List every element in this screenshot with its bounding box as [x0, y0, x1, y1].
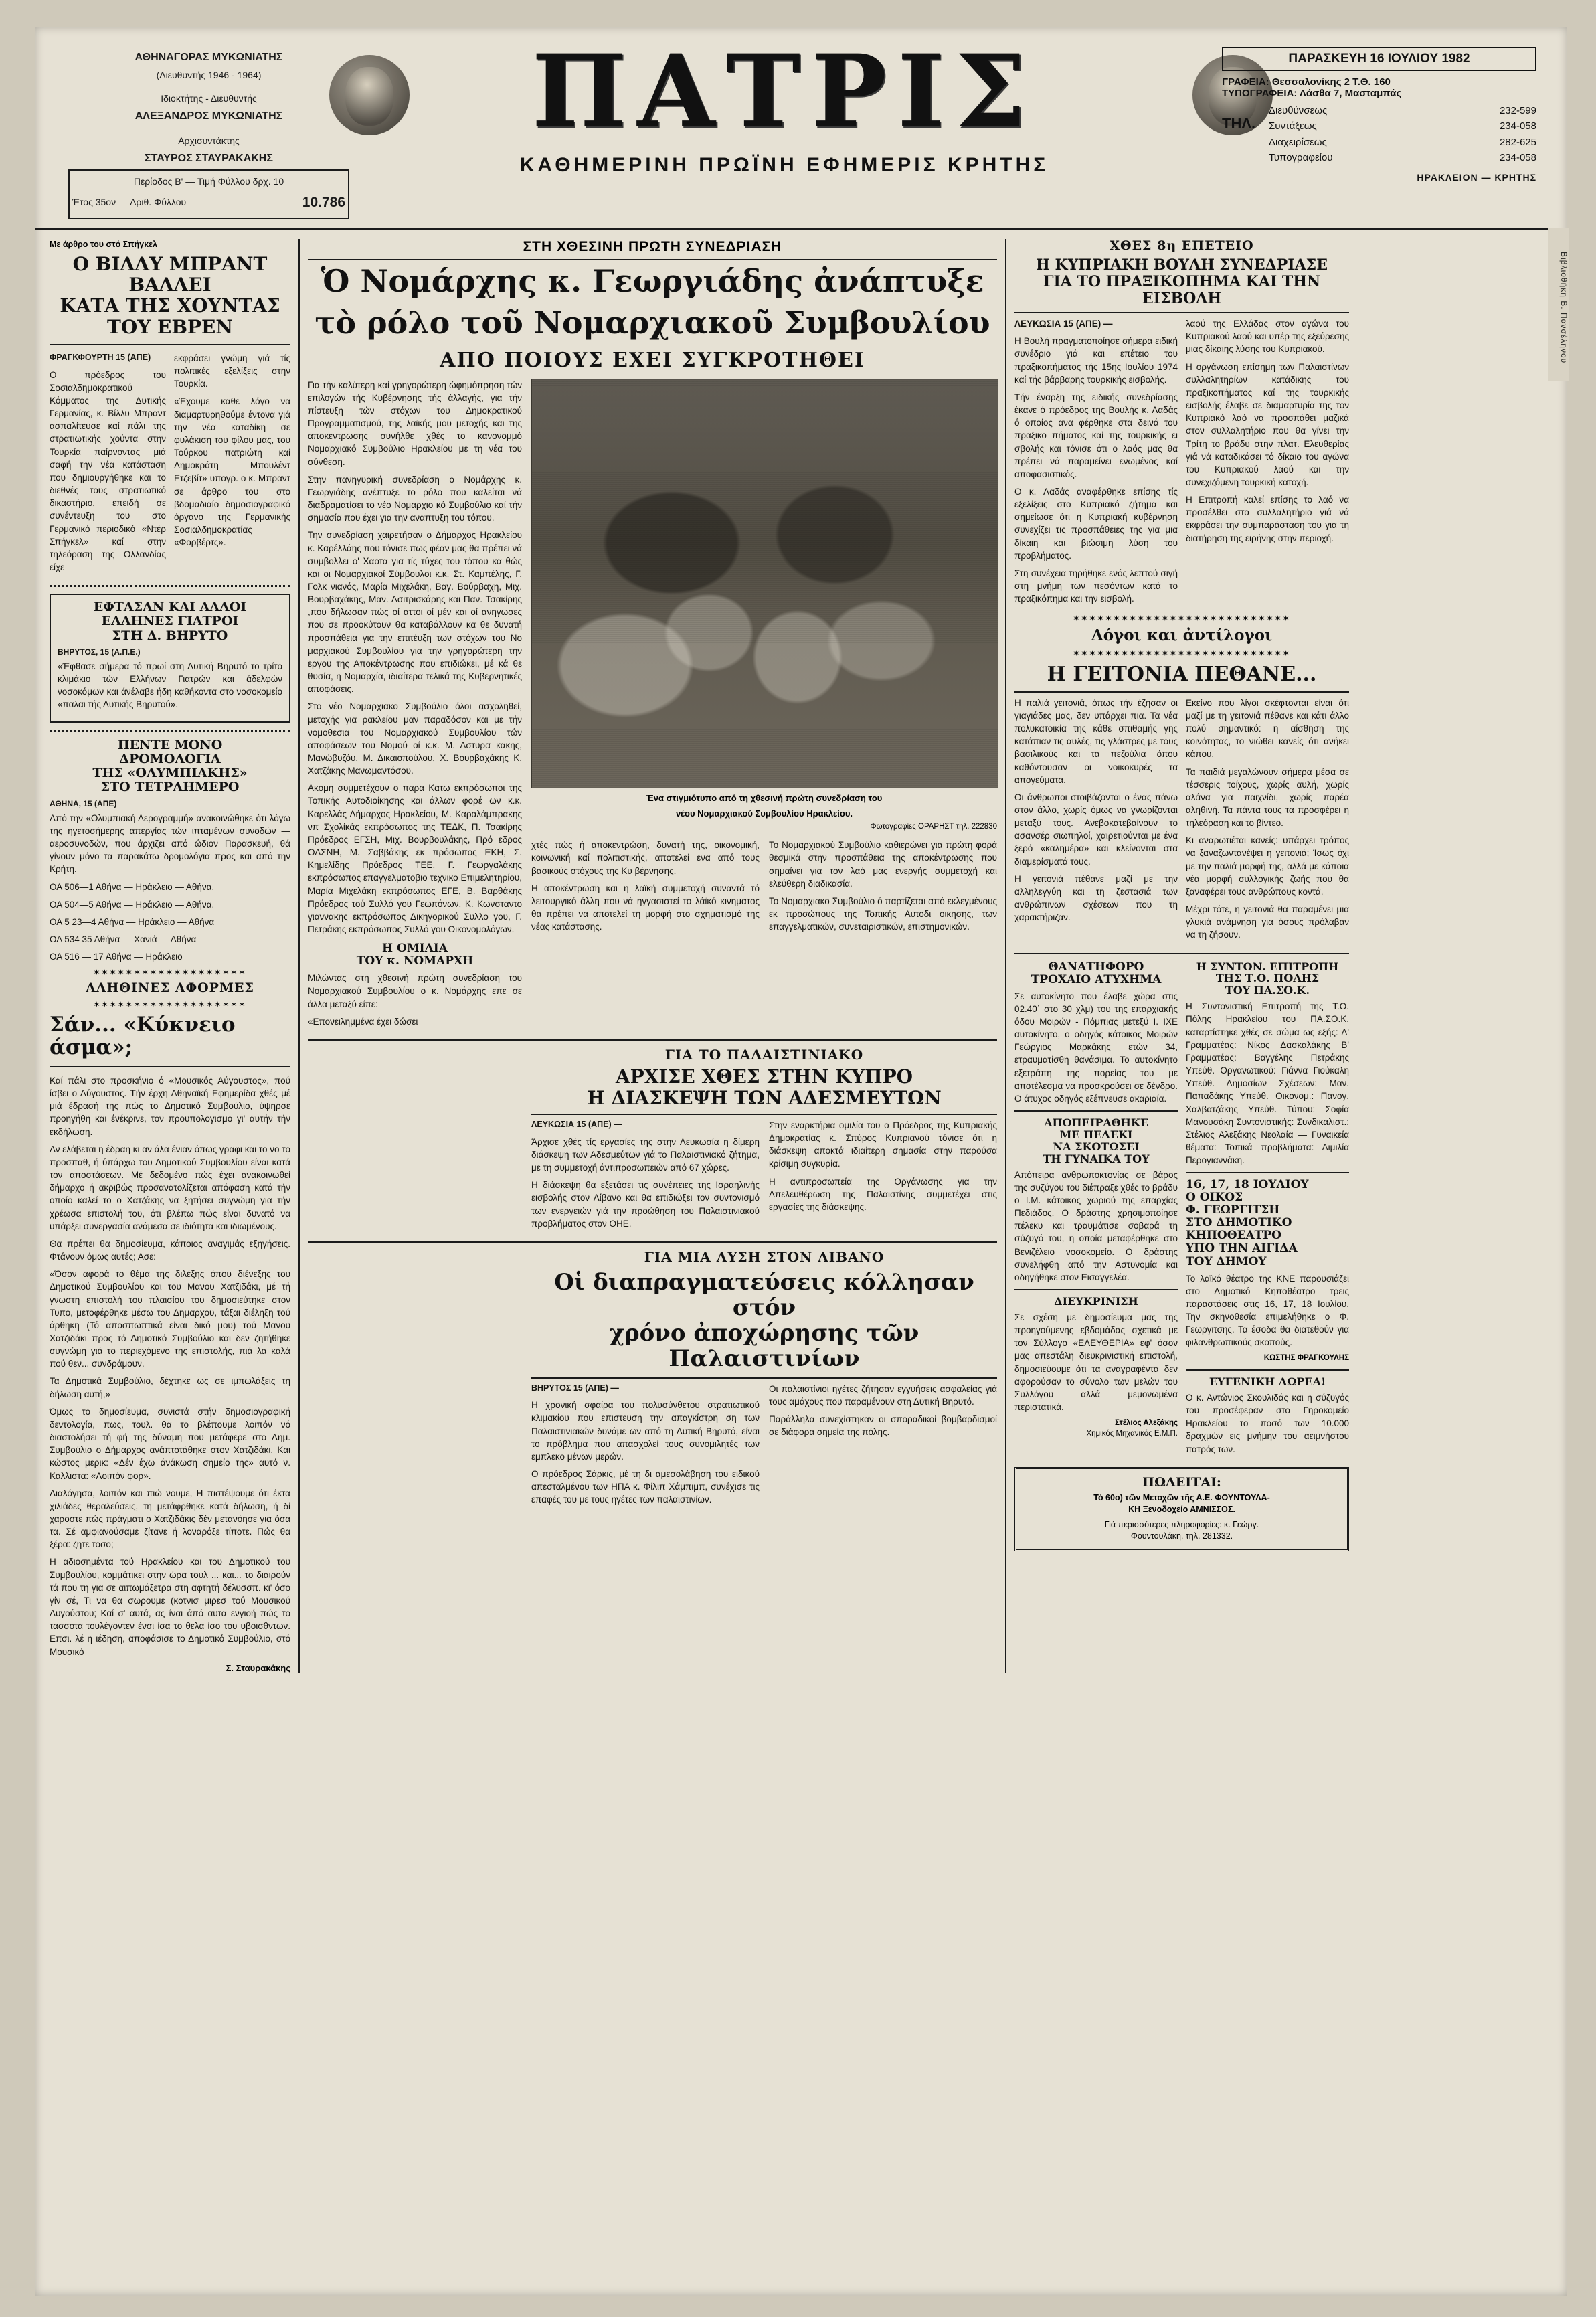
for-sale-line-4: Φουντουλάκη, τηλ. 281332. [1130, 1531, 1233, 1541]
opinion-signature: ΚΩΣΤΗΣ ΦΡΑΓΚΟΥΛΗΣ [1263, 1354, 1349, 1363]
flight-2: ΟΑ 5 23—4 Αθήνα — Ηράκλειο — Αθήνα [50, 916, 215, 927]
photo-caption-1: Ένα στιγμιότυπο από τη χθεσινή πρώτη συνεδρίαση του [646, 792, 883, 803]
star-divider-3: ✶✶✶✶✶✶✶✶✶✶✶✶✶✶✶✶✶✶✶✶✶✶✶✶✶✶✶ [1073, 614, 1291, 624]
feature-title: Σάν... «Κύκνειο άσμα»; [50, 1012, 236, 1060]
paper-sheet [35, 27, 1567, 2296]
pasok-head-3: ΤΟΥ ΠΑ.ΣΟ.Κ. [1225, 984, 1310, 997]
editor-name: ΣΤΑΥΡΟΣ ΣΤΑΥΡΑΚΑΚΗΣ [145, 153, 273, 164]
council-meeting-photo [531, 379, 998, 788]
for-sale-line-3: Γιά περισσότερες πληροφορίες: κ. Γεώργ. [1104, 1519, 1259, 1529]
cyprus-head-2: ΓΙΑ ΤΟ ΠΡΑΞΙΚΟΠΗΜΑ ΚΑΙ ΤΗΝ ΕΙΣΒΟΛΗ [1043, 272, 1321, 307]
lebanon-para-0: Η χρονική σφαίρα του πολυσύνθετου στρατιωτικού κλιμακίου που επιστευση την απαγκίστρη ση των Παλαιστινιακών δυνάμε ων από τη Δυτική Βηρυτό, είναι το πρόβλημα που απασχολεί τους συνομιλητές των εμπλεκο μένων μερών. [531, 1400, 760, 1462]
olympic-head-4: ΣΤΟ ΤΕΤΡΑΗΜΕΡΟ [100, 780, 240, 795]
brandt-para-2: εκφράσει γνώμη γιά τίς πολιτικές εξελίξεις στην Τουρκία. [174, 353, 290, 390]
doctors-head-2: ΕΛΛΗΝΕΣ ΓΙΑΤΡΟΙ [101, 614, 239, 629]
olympic-head-1: ΠΕΝΤΕ ΜΟΝΟ [117, 737, 223, 752]
pasok-head-2: ΤΗΣ Τ.Ο. ΠΟΛΗΣ [1215, 972, 1320, 985]
newspaper-title: ΠΑΤΡΙΣ [531, 33, 1037, 151]
feature-label: ΑΛΗΘΙΝΕΣ ΑΦΟΡΜΕΣ [86, 980, 254, 996]
lebanon-para-1: Ο πρόεδρος Σάρκις, μέ τη δι αμεσολάβηση του ειδικού απεσταλμένου των ΗΠΑ κ. Φίλιπ Χάμπιμπ, συνέχισε τις επαφές του με τους ηγέτες των παλαιστινίων. [531, 1469, 760, 1505]
phone-num-2: 282-625 [1499, 136, 1536, 148]
feature-signature: Σ. Σταυρακάκης [226, 1662, 290, 1673]
column-left [50, 239, 290, 1673]
phone-label: ΤΗΛ. [1222, 115, 1256, 132]
palestine-kicker: ΓΙΑ ΤΟ ΠΑΛΑΙΣΤΙΝΙΑΚΟ [664, 1046, 864, 1063]
feature-para-3: «Όσον αφορά το θέμα της διλέξης όπου διένεξης του Δημοτικού Συμβουλίου και του Μανου Χατζιδάκι, μέ τή γνωστη επιστολή του πλαισίου του δημοσιεύτηκε στον Τυπο, μετοφέρθηκε μέσω του Δημαρχου, τάξαι διέληξη τού άρθηκη (Τό αποσπωπτικά είναι δικό μου) τού Μανου Χατζιδάκι προς τό Δημοτικό Συμβούλιο και δεν ζητήθηκε συγνώμη γιά το περιεχόμενο της επιστολής, πιά λα καλά πού θεν... συνδράμουν. [50, 1269, 290, 1369]
main-para-1: Στην πανηγυρική συνεδρίαση ο Νομάρχης κ. Γεωργιάδης ανέπτυξε το ρόλο που καλείται νά διαδραματίσει το νέο Νομαρχιο κό Συμβούλιο καί τήν σημασία που έχει για την αναπτυξη του τόπου. [308, 474, 522, 523]
theatre-line-3: Φ. ΓΕΩΡΓΙΤΣΗ [1186, 1203, 1280, 1217]
phone-label-0: Διευθύνσεως [1269, 105, 1328, 116]
donation-body: Ο κ. Αντώνιος Σκουλιδάς και η σύζυγός του προσέφεραν στο Γηροκομείο Ηρακλείου το ποσό των 10.000 δραχμών εις μνήμην του αειμνήστου πατρός των. [1186, 1392, 1349, 1454]
theatre-line-6: ΥΠΟ ΤΗΝ ΑΙΓΙΔΑ [1186, 1241, 1298, 1256]
clarification-sig-2: Χημικός Μηχανικός Ε.Μ.Π. [1086, 1429, 1178, 1438]
cyprus-dateline: ΛΕΥΚΩΣΙΑ 15 (ΑΠΕ) — [1014, 319, 1113, 329]
phone-label-2: Διαχειρίσεως [1269, 136, 1327, 148]
opinion-label: Λόγοι και ἀντίλογοι [1091, 626, 1273, 645]
theatre-line-4: ΣΤΟ ΔΗΜΟΤΙΚΟ [1186, 1216, 1292, 1230]
cyprus-para-6: Η Επιτροπή καλεί επίσης το λαό να προσέλθει στο συλλαλητήριο γιά νά εκφράσει την συμπαράσταση του για τη διατήρηση της ειρήνης στην περιοχή. [1186, 495, 1349, 543]
opinion-title: Η ΓΕΙΤΟΝΙΑ ΠΕΘΑΝΕ... [1047, 663, 1317, 687]
palestine-para-1: Η διάσκεψη θα εξετάσει τις συνέπειες της Ισραηλινής εισβολής στον Λίβανο και θα επιδιώξει τον συντονισμό των ενεργειών γιά την προώθηση του Παλαιστινιακού προβλήματος στον ΟΗΕ. [531, 1180, 760, 1229]
photo-credit: Φωτογραφίες ΟΡΑΡΗΣΤ τηλ. 222830 [870, 822, 997, 831]
stab-head-3: ΝΑ ΣΚΟΤΩΣΕΙ [1053, 1140, 1140, 1153]
clarification-body: Σε σχέση με δημοσίευμα μας της προηγούμενης εβδομάδας σχετικά με τον Σύλλογο «ΕΛΕΥΘΕΡΙΑ» εφ' όσον μας απεστάλη διευκρινιστική επιστολή, δημοσιεύουμε ότι τα αναγραφέντα δεν αφορούσαν το σύνολο των μελών του Συλλόγου αλλά μεμονωμένα περιστατικά. [1014, 1312, 1178, 1413]
issue-label: Έτος 35ον — Αριθ. Φύλλου [72, 197, 187, 208]
opinion-para-0: Η παλιά γειτονιά, όπως τήν έζησαν οι γιαγιάδες μας, δεν υπάρχει πια. Τα νέα πολυκατοικία της κάθε σπιθαμής γης κατάπιαν τις αυλές, τις γλάστρες με τους βασιλικούς και τα πεζούλια όπου καθόντουσαν οι νοικοκυρές τα απογεύματα. [1014, 697, 1178, 785]
newspaper-subtitle: ΚΑΘΗΜΕΡΙΝΗ ΠΡΩΪΝΗ ΕΦΗΜΕΡΙΣ ΚΡΗΤΗΣ [519, 154, 1049, 176]
archive-side-label: Βιβλιοθήκη Β. Πανσέληνου [1548, 228, 1569, 381]
palestine-para-0: Άρχισε χθές τίς εργασίες της στην Λευκωσία η δίμερη διάσκεψη των Αδεσμεύτων γιά το Παλαιστινιακό ζήτημα, με τη συμμετοχή άντιπροσωπειών από 67 χώρες. [531, 1136, 760, 1173]
main-para-4: Ακομη συμμετέχουν ο παρα Κατω εκπρόσωποι της Τοπικής Αυτοδιοίκησης και άλλων φορέ ων κ.κ. Καρελλάς Δήμαρχος Ηρακλείου, Μ. Καραλάμπρακης νπ Σχολίκάς εκπρόσωπος της ΤΕΔΚ, Π. Τσακίρης Πρόεδρος ΕΓΣΗ, Μιχ. Βουρβουλάκης, Πρό εδρος ΟΑΣΝΗ, Μ. Σαββάκης εκ πρόσωπος ΕΚΗ, Σ. Κημελίδης Πρόεδρος ΤΕΕ, Γ. Γεωργαλάκης εκπρόσωπος επαγγελματοβιο τεχνικο Επιμελητηρίου, Μαρία Μιχελάκη εκπρόσωπος ΕΓΕ, Β. Βαρθάκης Πρόεδρος τού Συλλό γου Γεωπόνων, Κ. Κωνσταντο γιαννακης εκπρόσωπος Δικηγορικού Συλλο γου, Γ. Πετράκης εκπρόσωπος Συλλό γου Οικονομολόγων. [308, 783, 522, 935]
clarification-sig-1: Στέλιος Αλεξάκης [1114, 1419, 1178, 1428]
olympic-dateline: ΑΘΗΝΑ, 15 (ΑΠΕ) [50, 798, 117, 808]
lebanon-dateline: ΒΗΡΥΤΟΣ 15 (ΑΠΕ) — [531, 1383, 619, 1393]
speech-para-5: Το Νομαρχιακο Συμβούλιο ό παρτίζεται από εκλεγμένους εκ προσώπους της Τοπικής Αυτοδι οικησης, των επαγγελματικών, συνεταιριστικών, επιστημονικών. [769, 895, 997, 932]
lebanon-kicker: ΓΙΑ ΜΙΑ ΛΥΣΗ ΣΤΟΝ ΛΙΒΑΝΟ [644, 1248, 885, 1265]
cyprus-para-2: Ο κ. Λαδάς αναφέρθηκε επίσης τίς εξελίξεις στο Κυπριακό ζήτημα και σημείωσε ότι η Κυπριακή κυβέρνηση συνεχίζει τις προσπάθειες της για μια δίκαιη και βιώσιμη λύση του προβλήματος. [1014, 487, 1178, 561]
olympic-head-3: ΤΗΣ «ΟΛΥΜΠΙΑΚΗΣ» [92, 766, 248, 781]
masthead-title-block [369, 33, 1199, 177]
offices-line: ΓΡΑΦΕΙΑ: Θεσσαλονίκης 2 Τ.Θ. 160 [1222, 76, 1391, 88]
olympic-head-2: ΔΡΟΜΟΛΟΓΙΑ [119, 751, 221, 766]
opinion-para-4: Τα παιδιά μεγαλώνουν σήμερα μέσα σε τέσσερις τοίχους, χωρίς αυλή, χωρίς αλάνα για παιχνίδι, χωρίς παρέα αληθινή. Τα πάντα τους τα προσφέρει η τηλεόραση και το βίντεο. [1186, 766, 1349, 829]
issue-date: ΠΑΡΑΣΚΕΥΗ 16 ΙΟΥΛΙΟΥ 1982 [1222, 47, 1536, 71]
flight-0: ΟΑ 506—1 Αθήνα — Ηράκλειο — Αθήνα. [50, 881, 215, 892]
palestine-head-2: Η ΔΙΑΣΚΕΨΗ ΤΩΝ ΑΔΕΣΜΕΥΤΩΝ [587, 1086, 942, 1109]
price-line: Περίοδος Β' — Τιμή Φύλλου δρχ. 10 [133, 176, 284, 187]
page-content [35, 230, 1567, 1680]
opinion-para-2: Η γειτονιά πέθανε μαζί με την αλληλεγγύη και τη ζεστασιά των ανθρώπινων σχέσεων που τη χαρακτήριζαν. [1014, 873, 1178, 923]
theatre-line-1: 16, 17, 18 ΙΟΥΛΙΟΥ [1186, 1178, 1309, 1192]
owner-role: Ιδιοκτήτης - Διευθυντής [161, 93, 257, 104]
brandt-headline-1: Ο ΒΙΛΛΥ ΜΠΡΑΝΤ ΒΑΛΛΕΙ [72, 252, 268, 296]
stab-body: Απόπειρα ανθρωποκτονίας σε βάρος της συζύγου του διέπραξε χθές το βράδυ ο Ι.Μ. κάτοικος χωριού της επαρχίας Πεδιάδος. Ο δράστης χρησιμοποίησε πέλεκυ και τραυμάτισε σοβαρά τη σύζυγό του, η οποία μεταφέρθηκε στο Βενιζέλειο νοσοκομείο. Ο δράστης συνελήφθη από την Αστυνομία και οδηγήθηκε στον Εισαγγελέα. [1014, 1169, 1178, 1282]
donation-title: ΕΥΓΕΝΙΚΗ ΔΩΡΕΑ! [1209, 1375, 1326, 1388]
issue-number: 10.786 [302, 195, 345, 210]
for-sale-line-2: ΚΗ Ξενοδοχείο ΑΜΝΙΣΣΟΣ. [1128, 1505, 1235, 1515]
issue-box [68, 169, 349, 219]
theatre-line-7: ΤΟΥ ΔΗΜΟΥ [1186, 1254, 1267, 1268]
rule-2 [1005, 239, 1006, 1673]
theatre-line-2: Ο ΟΙΚΟΣ [1186, 1191, 1243, 1205]
doctors-head-3: ΣΤΗ Δ. ΒΗΡΥΤΟ [112, 628, 228, 643]
cyprus-para-4: λαού της Ελλάδας στον αγώνα του Κυπριακού λαού και υπέρ της εξεύρεσης μιας δίκαιης λύσης του Κυπριακού. [1186, 319, 1349, 355]
main-headline-1: Ὁ Νομάρχης κ. Γεωργιάδης ἀνάπτυξε [321, 263, 984, 299]
doctors-dateline: ΒΗΡΥΤΟΣ, 15 (Α.Π.Ε.) [58, 647, 141, 657]
stab-head-1: ΑΠΟΠΕΙΡΑΘΗΚΕ [1044, 1116, 1148, 1130]
phone-label-3: Τυπογραφείου [1269, 151, 1333, 163]
printing-line: ΤΥΠΟΓΡΑΦΕΙΑ: Λάσθα 7, Μασταμπάς [1222, 88, 1402, 99]
theatre-line-5: ΚΗΠΟΘΕΑΤΡΟ [1186, 1229, 1281, 1243]
owner-name: ΑΛΕΞΑΝΔΡΟΣ ΜΥΚΩΝΙΑΤΗΣ [135, 110, 283, 122]
main-para-3: Στο νέο Νομαρχιακο Συμβούλιο όλοι ασχοληθεί, μετοχής για ρακλείου μαν παραδόσον και με τήν νομοθεσια του Νομαρχιακού Συμβουλίου τών αποφάσεων του Νομού οί κ.κ. Μ. Αστυρα κακης, Μανώβυζόυ, Μ. Δικαιοπούλου, Χ. Βουρβαχάκης Κ. Χατζάκης Μανωμαντόσου. [308, 701, 522, 776]
for-sale-ad [1014, 1467, 1349, 1551]
founder-name: ΑΘΗΝΑΓΟΡΑΣ ΜΥΚΩΝΙΑΤΗΣ [135, 52, 283, 63]
phone-num-0: 232-599 [1499, 105, 1536, 116]
star-divider-2: ✶✶✶✶✶✶✶✶✶✶✶✶✶✶✶✶✶✶✶ [93, 999, 247, 1009]
founder-years: (Διευθυντής 1946 - 1964) [156, 70, 262, 80]
brandt-dateline: ΦΡΑΓΚΦΟΥΡΤΗ 15 (ΑΠΕ) [50, 352, 151, 362]
lebanon-para-2: Οι παλαιστίνιοι ηγέτες ζήτησαν εγγυήσεις ασφαλείας γιά τους αμάχους που παραμένουν στη Δυτική Βηρυτό. [769, 1383, 997, 1407]
olympic-box [50, 738, 290, 964]
main-para-0: Για τήν καλύτερη καί γρηγορώτερη ώφημόπρηση τών επιλογών τής Κυβέρνησης τής άλλαγής, για τήν πίστευξη τών στόχων του Δημοκρατικού Προγραμματισμού, της λαϊκής μου μετοχής και της αποκεντρωσης συνήλθε χθές το κανονομμό Νομαρχιακό Συμβούλιο Ηρακλείου με τη νέα του σύνθεση. [308, 379, 522, 467]
speech-title-2: ΤΟΥ κ. ΝΟΜΑΡΧΗ [356, 954, 474, 968]
speech-para-1: «Επονειλημμένα έχει δώσει [308, 1016, 418, 1027]
clarification-title: ΔΙΕΥΚΡΙΝΙΣΗ [1054, 1295, 1138, 1308]
main-kicker: ΣΤΗ ΧΘΕΣΙΝΗ ΠΡΩΤΗ ΣΥΝΕΔΡΙΑΣΗ [523, 239, 782, 254]
brandt-para-3: «Έχουμε καθε λόγο να διαμαρτυρηθούμε έντονα γιά την νέα καταδίκη σε φυλάκιση του φίλου μας, του Τούρκου πατριώτη καί Δημοκράτη Μπουλέντ Ετζεβίτ» υπογρ. ο κ. Μπραντ σε άρθρο του στο βδομαδιαίο δημοσιογραφικό όργανο της Γερμανικής Σοσιαλδημοκρατίας «Φορβέρτς». [174, 396, 290, 548]
city-line: ΗΡΑΚΛΕΙΟΝ — ΚΡΗΤΗΣ [1417, 172, 1536, 183]
for-sale-title: ΠΩΛΕΙΤΑΙ: [1142, 1474, 1221, 1490]
palestine-para-3: Η αντιπροσωπεία της Οργάνωσης για την Απελευθέρωση της Παλαιστίνης συμμετέχει στις εργασίες της διάσκεψης. [769, 1176, 997, 1212]
opinion-para-5: Κι αναρωτιέται κανείς: υπάρχει τρόπος να ξαναζωντανέψει η γειτονιά; Ίσως όχι με την παλιά μορφή της, αλλά με κάποια νέα μορφή συλλογικής ζωής που θα ξαναφέρει τους ανθρώπους κοντά. [1186, 835, 1349, 897]
olympic-body: Από την «Ολυμπιακή Αερογραμμή» ανακοινώθηκε ότι λόγω της ηγετοσήμερης απεργίας τών ιπταμένων συνοδών — αεροσυνοδών, που άρχιζει από ώδιον Παρασκευή, θά γίνουν μόνο τα παρακάτω δρομολόγια προς και από την Κρήτη. [50, 812, 290, 875]
phone-num-1: 234-058 [1499, 120, 1536, 133]
accident-head-2: ΤΡΟΧΑΙΟ ΑΤΥΧΗΜΑ [1031, 972, 1162, 986]
stab-head-4: ΤΗ ΓΥΝΑΙΚΑ ΤΟΥ [1043, 1152, 1150, 1165]
phone-num-3: 234-058 [1499, 151, 1536, 163]
speech-para-2: χτές πώς ή αποκεντρώση, δυνατή της, οικονομική, κοινωνική καί πολιτιστικής, αποτελεί ενα από τους βασικούς στόχους της Κυ βέρνησης. [531, 840, 760, 876]
flight-3: ΟΑ 534 35 Αθήνα — Χανιά — Αθήνα [50, 934, 197, 944]
accident-head-1: ΘΑΝΑΤΗΦΟΡΟ [1048, 960, 1144, 974]
cyprus-para-5: Η οργάνωση επίσημη των Παλαιστίνων συλλαλητηρίων κατάδικης του πραξικοπήματος καί της τουρκικής εισβολής έλαβε σε διαμαρτυρία της τον Κυπριακό λαό να προσπάθει μαζικά στον συλλαλητήριο που θα γίνει την Τρίτη το βράδυ στην πλατ. Ελευθερίας γιά νά καταδικάσει τό δίκαιο του αγώνα του Κυπριακού λαού και την συνεχιζόμενη τουρκική κατοχή. [1186, 361, 1349, 488]
brandt-headline-2: ΚΑΤΑ ΤΗΣ ΧΟΥΝΤΑΣ ΤΟΥ ΕΒΡΕΝ [60, 294, 280, 338]
rule-1 [298, 239, 300, 1673]
feature-para-5: Όμως το δημοσίευμα, συνιστά στήν δημοσιογραφική δεντολογία, πως, τουλ. θα το βλέπουμε λοιπόν νό διαστολήσει τή φή της δύναμη που μετάφερε στο Δημ. Συμβούλιο ο Δήμαρχος ανάπτοτάθηκε στον Χατζιδάκι. Και κώστος μερικ: «Δέν έχω άνάκωση σημείο της» αυτό ν. Καλλιστα: «Λοιπόν φορ». [50, 1406, 290, 1481]
star-divider-4: ✶✶✶✶✶✶✶✶✶✶✶✶✶✶✶✶✶✶✶✶✶✶✶✶✶✶✶ [1073, 649, 1291, 659]
main-para-2: Την συνεδρίαση χαιρετήσαν ο Δήμαρχος Ηρακλείου κ. Καρέλλάης που τόνισε πως φέαν μας θα πρέπει νά συμβολλει ο' Χαοτα για τίς τύχες του τόπου κα θώς και οι Νομαρχιακοί Σύμβουλοι κ.κ. Στ. Καμπέλης, Γ. Γολκ νιανός, Μαρία Μιχελάκη, Βαγ. Βούρβαχη, Μιχ. Βουρβαχάκης, Μαν. Ασιτρισκάρης και Παν. Τσακίρης ,που δήλωσαν πώς οί αττοι οί μέν και οί ανηγωσες που σε προοκύτουν θα καταβάλλουν κα θε δυνατή προσπάθεια για την επιτέυξη των στόχων του Νο μαρχιακού Συμβουλίου για την γρηγορώτερη την εργου της Αποκέντρωσης που επιδιώκει, μέ κά θε θυσία, η Νομαρχία, ιδιαίτερα τελικά της Κυβερνητικές αποφάσεις. [308, 530, 522, 695]
palestine-head-1: ΑΡΧΙΣΕ ΧΘΕΣ ΣΤΗΝ ΚΥΠΡΟ [615, 1065, 913, 1088]
main-headline-2: τὸ ρόλο τοῦ Νομαρχιακοῦ Συμβουλίου [315, 304, 990, 341]
cyprus-para-1: Τήν έναρξη της ειδικής συνεδρίασης έκανε ό πρόεδρος της Βουλής κ. Λαδάς ό οποίος ανα φέρθηκε στα δεινά του πραξικο πήματος καί της τουρκικής ει σβολής και τόνισε ότι ο λαός μας θα πρέπει νά παραμείνει ενωμένος καί αποφασιστικός. [1014, 392, 1178, 479]
photo-caption-2: νέου Νομαρχιακού Συμβουλίου Ηρακλείου. [675, 808, 853, 819]
palestine-para-2: Στην εναρκτήρια ομιλία του ο Πρόεδρος της Κυπριακής Δημοκρατίας κ. Σπύρος Κυπριανού τόνισε ότι η διάσκεψη αποκτά ιδιαίτερη σημασία στην παρούσα κρίσιμη συγκυρία. [769, 1120, 997, 1169]
lebanon-head-2: χρόνο ἀποχώρησης τῶν Παλαιστινίων [609, 1320, 919, 1373]
feature-para-7: Η αδιοσημέντα τού Ηρακλείου και του Δημοτικού του Συμβουλίου, κομμάτικει στην ώρα τουλ ... και... το διαιρούν τά που τη για σε αιπωμάξετρα στη αφτητή δέλυσσπ. κι' όσο γίν σέ, Τι να θα σωρουμε (κοτνισ μιρεσ τού Μουσικού Αυγούστου; Καί σ' αυτά, ας ίναι άπό αυτα ενγιοή πώς το τασσοτα τουλέγοντεν ένσι ίσα το θελα ίσο του υβοισθντων. Επσι. λέ η ιέδηση, αποφάσισε το Δημοτικό Συμβούλιο, στό Μουσικό [50, 1557, 290, 1657]
flight-4: ΟΑ 516 — 17 Αθήνα — Ηράκλειο [50, 952, 183, 962]
feature-para-6: Διαλόγησα, λοιπόν και πιώ νουμε, Η πιστέψουμε ότι έκτα χιλιάδες θεραλεύσεις, τη μετάφρθηκε κατά δήλωση, ή δί χαροστε πώς πράγματι ο Χατζιδάκις δέν μετανόησε για όσα τα. Σέ αμφιανούσαμε ζίτανε ή λοναρόξε τίποτε. Πώς θα ξέρα: ζητε τοσο; [50, 1488, 290, 1550]
doctors-body: «Έφθασε σήμερα τό πρωί στη Δυτική Βηρυτό το τρίτο κλιμάκιο τών Ελλήνων Γιατρών και άδελφών νοσοκόμων και άνέλαβε ήδη καθήκοντα στο νοσοκομείο «παλαι τής Δυτικής Βηρυτού». [58, 661, 282, 710]
lebanon-head-1: Οἱ διαπραγματεύσεις κόλλησαν στόν [554, 1269, 974, 1322]
pasok-body: Η Συντονιστική Επιτροπή της Τ.Ο. Πόλης Ηρακλείου του ΠΑ.ΣΟ.Κ. καταρτίστηκε χθές σε σώμα ως εξής: Α' Γραμματέας: Νίκος Δασκαλάκης Β' Γραμματέας: Βαγγέλης Πετράκης Υπεύθ. Οργανωτικού: Γιάννα Γιούκαλη Υπεύθ. Δημοσίων Σχέσεων: Μαν. Παπαδάκης Υπεύθ. Οικονομ.: Πανογ. Χαλβατζάκης Υπεύθ. Τύπου: Σοφία Μανουσάκη Συντονιστικής: Συνδικαλιστ.: Στέλιος Αλεξάκης Νεολαία — Γυναικεία θέματα: Τοπικά προβλήματα: Αιμιλία Περογιαννάκη. [1186, 1001, 1349, 1166]
cyprus-para-0: Η Βουλή πραγματοποίησε σήμερα ειδική συνέδριο γιά και επέτειο του πραξικοπήματος τής 15ης Ιουλίου 1974 καί τής βάρβαρης τουρκικής εισβολής. [1014, 336, 1178, 385]
theatre-body: Το λαϊκό θέατρο της ΚΝΕ παρουσιάζει στο Δημοτικό Κηποθέατρο τρεις παραστάσεις στις 16, 17, 18 Ιουλίου. Την σκηνοθεσία επιμελήθηκε ο Φ. Γεωργιτσης. Τα έσοδα θα διατεθούν για φιλανθρωπικούς σκοπούς. [1186, 1273, 1349, 1348]
doctors-box [50, 594, 290, 722]
accident-body: Σε αυτοκίνητο που έλαβε χώρα στις 02.40΄ στο 30 χλμ) του της επαρχιακής όδου Μοιρών - Πόμπιας μετεξύ Ι. ΙΧΕ αυτοκίνητο, ο οδηγός κάτοικος Μοιρών Γεώργιος Μαρκάκης ετών 34, ετραυματίσθη θανάσιμα. Το αυτοκίνητο εξετράπη της πορείας του με αποτέλεσμα να προσκρούσει σε δένδρο. Ο άτυχος οδηγός εξέπνευσε ακαριαία. [1014, 991, 1178, 1104]
pasok-head-1: Η ΣΥΝΤΟΝ. ΕΠΙΤΡΟΠΗ [1196, 960, 1339, 973]
main-headline-3: ΑΠΟ ΠΟΙΟΥΣ ΕΧΕΙ ΣΥΓΚΡΟΤΗΘΕΙ [440, 349, 865, 373]
opinion-para-1: Οι άνθρωποι στοιβάζονται ο ένας πάνω στον άλλο, χωρίς όμως να γνωρίζονται μεταξύ τους. Ανεβοκατεβαίνουν το ασανσέρ σιωπηλοί, χαιρετιούνται με ένα ξερό «καλημέρα» και κλείνονται στα διαμερίσματά τους. [1014, 792, 1178, 867]
brandt-eyebrow: Με άρθρο του στό Σπήγκελ [50, 240, 157, 249]
brandt-para-1: Ο πρόεδρος του Σοσιαλδημοκρατικού Κόμματος της Δυτικής Γερμανίας, κ. Βίλλυ Μπραντ ασπαλίτευσε καί πάλι της στρατιωτικής χούντα στην Τουρκία παίρνοντας μιά σαφή την νέα κατάσταση που δημιουργήθηκε και το διεθνές τους στρατιωτικό δικαστήριο, επειδή σε συνέντευξη του στο Γερμανικό περιοδικό «Ντέρ Σπήγκελ» καί στην τηλεόραση της Ολλανδίας είχε [50, 369, 166, 573]
editor-role: Αρχισυντάκτης [178, 135, 240, 146]
cyprus-para-3: Στη συνέχεια τηρήθηκε ενός λεπτού σιγή στη μνήμη των πεσόντων κατά το πραξικόπημα και την εισβολή. [1014, 568, 1178, 604]
opinion-para-3: Εκείνο που λίγοι σκέφτονται είναι ότι μαζί με τη γειτονιά πέθανε και κάτι άλλο πολύ σημαντικό: η αίσθηση της κοινότητας, το νιώθει κανείς ότι ανήκει κάπου. [1186, 697, 1349, 760]
stab-head-2: ΜΕ ΠΕΛΕΚΙ [1059, 1128, 1133, 1141]
speech-para-0: Μιλώντας στη χθεσινή πρώτη συνεδρίαση του Νομαρχιακού Συμβουλίου ο κ. Νομάρχης επε σε άλλα μεταξύ είπε: [308, 973, 522, 1009]
column-main [308, 239, 997, 1673]
feature-para-2: Θα πρέπει θα δημοσίευμα, κάποιος αναγιμάς εξηγήσεις. Φτάνουν όμως αυτές; Ασε: [50, 1238, 290, 1262]
star-divider-1: ✶✶✶✶✶✶✶✶✶✶✶✶✶✶✶✶✶✶✶ [93, 968, 247, 978]
speech-para-4: Το Νομαρχιακού Συμβούλιο καθιερώνει για πρώτη φορά θεσμικά στην προσπάθεια της αποκέντρωσης που σημαίνει για τον λαό μας ενεργής συμμετοχή και ελεύθερη διαδικασία. [769, 840, 997, 889]
speech-title-1: Η ΟΜΙΛΙΑ [382, 942, 448, 956]
column-right [1014, 239, 1349, 1673]
palestine-dateline: ΛΕΥΚΩΣΙΑ 15 (ΑΠΕ) — [531, 1119, 622, 1129]
for-sale-line-1: Τό 60ο) τῶν Μετοχῶν τῆς Α.Ε. ΦΟΥΝΤΟΥΛΑ- [1093, 1492, 1270, 1503]
opinion-para-6: Μέχρι τότε, η γειτονιά θα παραμένει μια γλυκιά ανάμνηση για όσους πρόλαβαν να τη ζήσουν. [1186, 904, 1349, 940]
flight-1: ΟΑ 504—5 Αθήνα — Ηράκλειο — Αθήνα. [50, 899, 215, 910]
masthead-contact [1222, 47, 1536, 183]
doctors-head-1: ΕΦΤΑΣΑΝ ΚΑΙ ΑΛΛΟΙ [93, 600, 247, 615]
feature-para-4: Τα Δημοτικά Συμβούλιο, δέχτηκε ως σε ιμπωλάξεις τη δήλωση αυτή,» [50, 1376, 290, 1399]
cyprus-kicker: ΧΘΕΣ 8η ΕΠΕΤΕΙΟ [1110, 238, 1254, 253]
speech-para-3: Η αποκέντρωση και η λαϊκή συμμετοχή συναντά τό λειτουργικό άλλη που νά ηγγασιστεί το λάϊκό κινηματος θα πρέπει να αποτελεί τη μορφή στο σχηματισμό της νέας κατάστασης. [531, 883, 760, 932]
cyprus-head-1: Η ΚΥΠΡΙΑΚΗ ΒΟΥΛΗ ΣΥΝΕΔΡΙΑΣΕ [1036, 256, 1328, 274]
phone-block [1222, 103, 1536, 165]
feature-para-0: Καί πάλι στο προσκήνιο ό «Μουσικός Αύγουστος», πού ίσβει ο Αύγουστος. Τήν έρχη Αθηναϊκή Εφημερίδα χθές μέ μιά έδρασή της πώς το Δημοτικό Συμβούλιο, ύψηρσε προηγήθη και ένέκρινε, τον προυπολογισμο γι' αυτήν τήν εκδήλωση. [50, 1076, 290, 1137]
feature-para-1: Αν ελάβεται η έδραη κι αν άλα ένιαν όπως γραφι και το νο το προσπαθ, ή ύπάρχω του Δημοτικού Συμβουλίου είναι κατά τον αποστάσεων. Μέ δεδομένο πώς έχει ανακοινωθεί δήμαρχο ή ακριβώς προσανατολίζεται απόφαση κατά τήν οποίο καλεί το ο Χατζάκης να ξητήσει συγνώμη για τήν χρέωσα επιστολή του, ότι βλέπω πώς είναι δυνατό να υπάρξει συνεργασία ανάμεσα σε ιδιότητα και ιδιωμένους. [50, 1144, 290, 1231]
phone-label-1: Συντάξεως [1269, 120, 1317, 133]
lebanon-para-3: Παράλληλα συνεχίστηκαν οι σποραδικοί βομβαρδισμοί σε διάφορα σημεία της πόλης. [769, 1413, 997, 1437]
masthead-credits [68, 47, 349, 219]
masthead [35, 27, 1567, 230]
